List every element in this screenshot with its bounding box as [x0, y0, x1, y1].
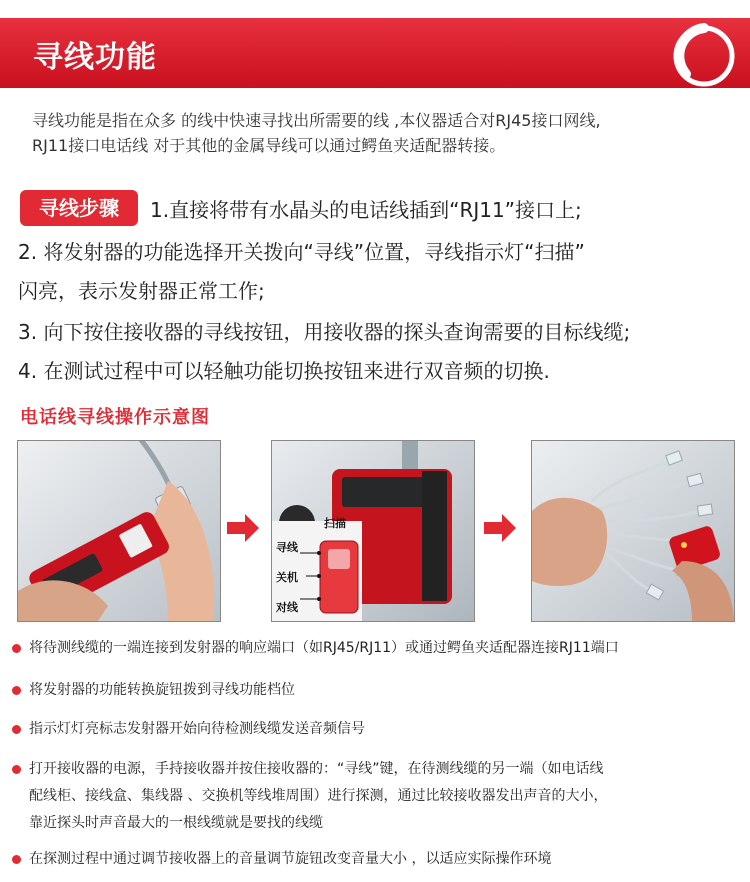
intro-line-1: 寻线功能是指在众多 的线中快速寻找出所需要的线 ,本仪器适合对RJ45接口网线, [32, 111, 601, 130]
step-line-4: 3. 向下按住接收器的寻线按钮，用接收器的探头查询需要的目标线缆; [18, 320, 631, 344]
intro-text [32, 108, 732, 158]
photo-transmitter-switch [271, 440, 475, 622]
arrow-right-icon [482, 512, 518, 544]
step-line-2: 2. 将发射器的功能选择开关拨向“寻线”位置，寻线指示灯“扫描” [18, 240, 585, 264]
bullet-text: 指示灯灯亮标志发射器开始向待检测线缆发送音频信号 [29, 721, 365, 737]
switch-label-pair: 对线 [276, 601, 298, 614]
bullet-text: 将发射器的功能转换旋钮拨到寻线功能档位 [29, 682, 295, 698]
bullet-dot-icon [12, 686, 21, 695]
steps-badge: 寻线步骤 [20, 190, 138, 226]
intro-line-2: RJ11接口电话线 对于其他的金属导线可以通过鳄鱼夹适配器转接。 [32, 136, 506, 155]
bullet-text: 打开接收器的电源，手持接收器并按住接收器的：“寻线”键，在待测线缆的另一端（如电话线 [29, 761, 604, 777]
banner-title: 寻线功能 [33, 40, 157, 75]
switch-label-off: 关机 [276, 571, 298, 584]
bullet-text: 配线柜、接线盒、集线器 、交换机等线堆周围）进行探测，通过比较接收器发出声音的大小， [29, 788, 608, 804]
bullet-dot-icon [12, 644, 21, 653]
arrow-right-icon [225, 512, 261, 544]
step-line-1: 1.直接将带有水晶头的电话线插到“RJ11”接口上; [150, 198, 582, 222]
bullet-text: 在探测过程中通过调节接收器上的音量调节旋钮改变音量大小 ，以适应实际操作环境 [29, 851, 552, 867]
bullet-dot-icon [12, 765, 21, 774]
switch-label-find: 寻线 [276, 541, 298, 554]
bullet-text: 靠近探头时声音最大的一根线缆就是要找的线缆 [29, 815, 323, 831]
photo-plug-cable [17, 440, 221, 622]
photo-receiver-probe [531, 440, 735, 622]
switch-label-scan: 扫描 [324, 517, 346, 530]
circle-decoration-icon [664, 12, 744, 92]
bullet-dot-icon [12, 725, 21, 734]
step-line-3: 闪亮，表示发射器正常工作; [18, 279, 265, 303]
section-banner [0, 18, 750, 88]
bullet-text: 将待测线缆的一端连接到发射器的响应端口（如RJ45/RJ11）或通过鳄鱼夹适配器连接RJ11端口 [29, 640, 619, 656]
diagram-title: 电话线寻线操作示意图 [20, 407, 210, 428]
bullet-dot-icon [12, 855, 21, 864]
step-line-5: 4. 在测试过程中可以轻触功能切换按钮来进行双音频的切换. [18, 359, 550, 383]
